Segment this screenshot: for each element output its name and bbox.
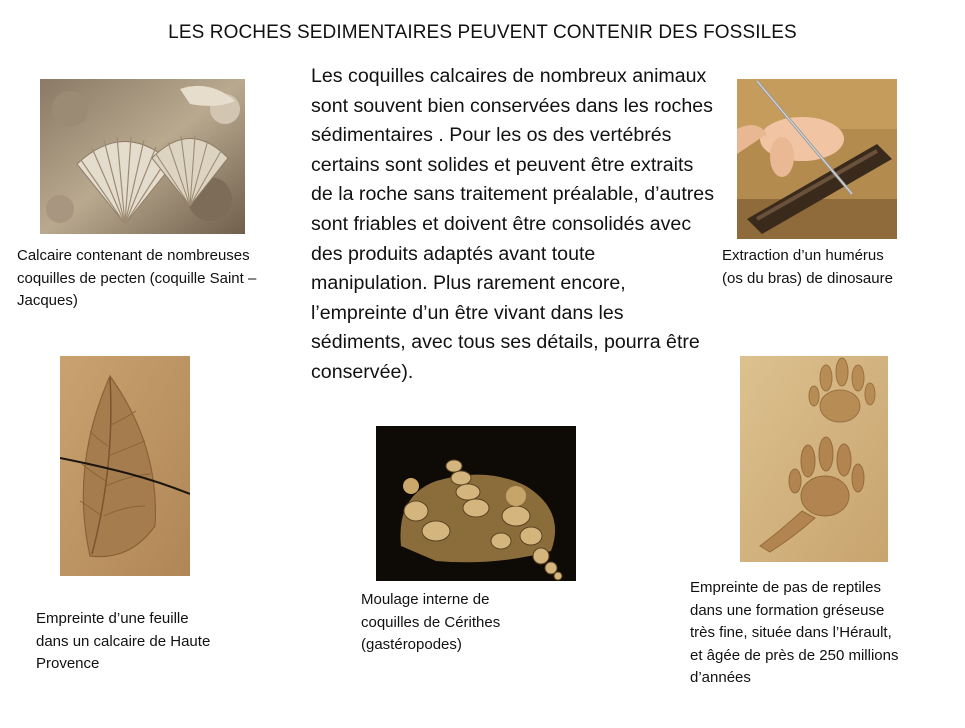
cerithes-caption-line: Moulage interne de: [361, 591, 490, 608]
footprints-caption: [690, 577, 950, 690]
cerithes-caption-line: (gastéropodes): [361, 636, 462, 653]
footprints-caption-line: et âgée de près de 250 millions: [690, 646, 899, 664]
humerus-caption-line: Extraction d’un humérus: [722, 247, 884, 264]
page-title: LES ROCHES SEDIMENTAIRES PEUVENT CONTENIR DES FOSSILES: [168, 22, 797, 43]
leaf-caption-line: Empreinte d’une feuille: [36, 610, 189, 627]
cerithes-photo: [376, 426, 576, 581]
footprints-caption-line: d’années: [690, 669, 751, 686]
main-text: Les coquilles calcaires de nombreux animaux sont souvent bien conservées dans les roches sédimentaires . Pour les os des vertébrés certains sont solides et peuvent être extraits de la roche sans traitement préalable, d’autres sont friables et doivent être consolidés avec des produits adaptés avant toute manipulation. Plus rarement encore, l’empreinte d’un être vivant dans les sédiments, avec tous ses détails, pourra être conservée).: [311, 65, 714, 383]
footprints-caption-line: dans une formation gréseuse: [690, 601, 885, 619]
leaf-caption: [36, 608, 256, 676]
footprints-caption-line: très fine, située dans l’Hérault,: [690, 624, 892, 641]
pecten-caption-line: coquilles de pecten (coquille Saint –: [17, 269, 257, 287]
leaf-imprint-photo: [60, 356, 190, 576]
pecten-caption-line: Calcaire contenant de nombreuses: [17, 247, 250, 264]
footprints-photo: [740, 356, 888, 562]
leaf-caption-line: Provence: [36, 655, 100, 672]
cerithes-caption-line: coquilles de Cérithes: [361, 613, 501, 631]
pecten-caption-line: Jacques): [17, 292, 78, 309]
cerithes-caption: [361, 589, 581, 657]
humerus-caption-line: (os du bras) de dinosaure: [722, 269, 893, 287]
pecten-caption: [17, 245, 307, 313]
humerus-caption: [722, 245, 952, 290]
pecten-photo: [40, 79, 245, 234]
humerus-extraction-photo: [737, 79, 897, 239]
footprints-caption-line: Empreinte de pas de reptiles: [690, 579, 881, 596]
leaf-caption-line: dans un calcaire de Haute: [36, 632, 211, 650]
